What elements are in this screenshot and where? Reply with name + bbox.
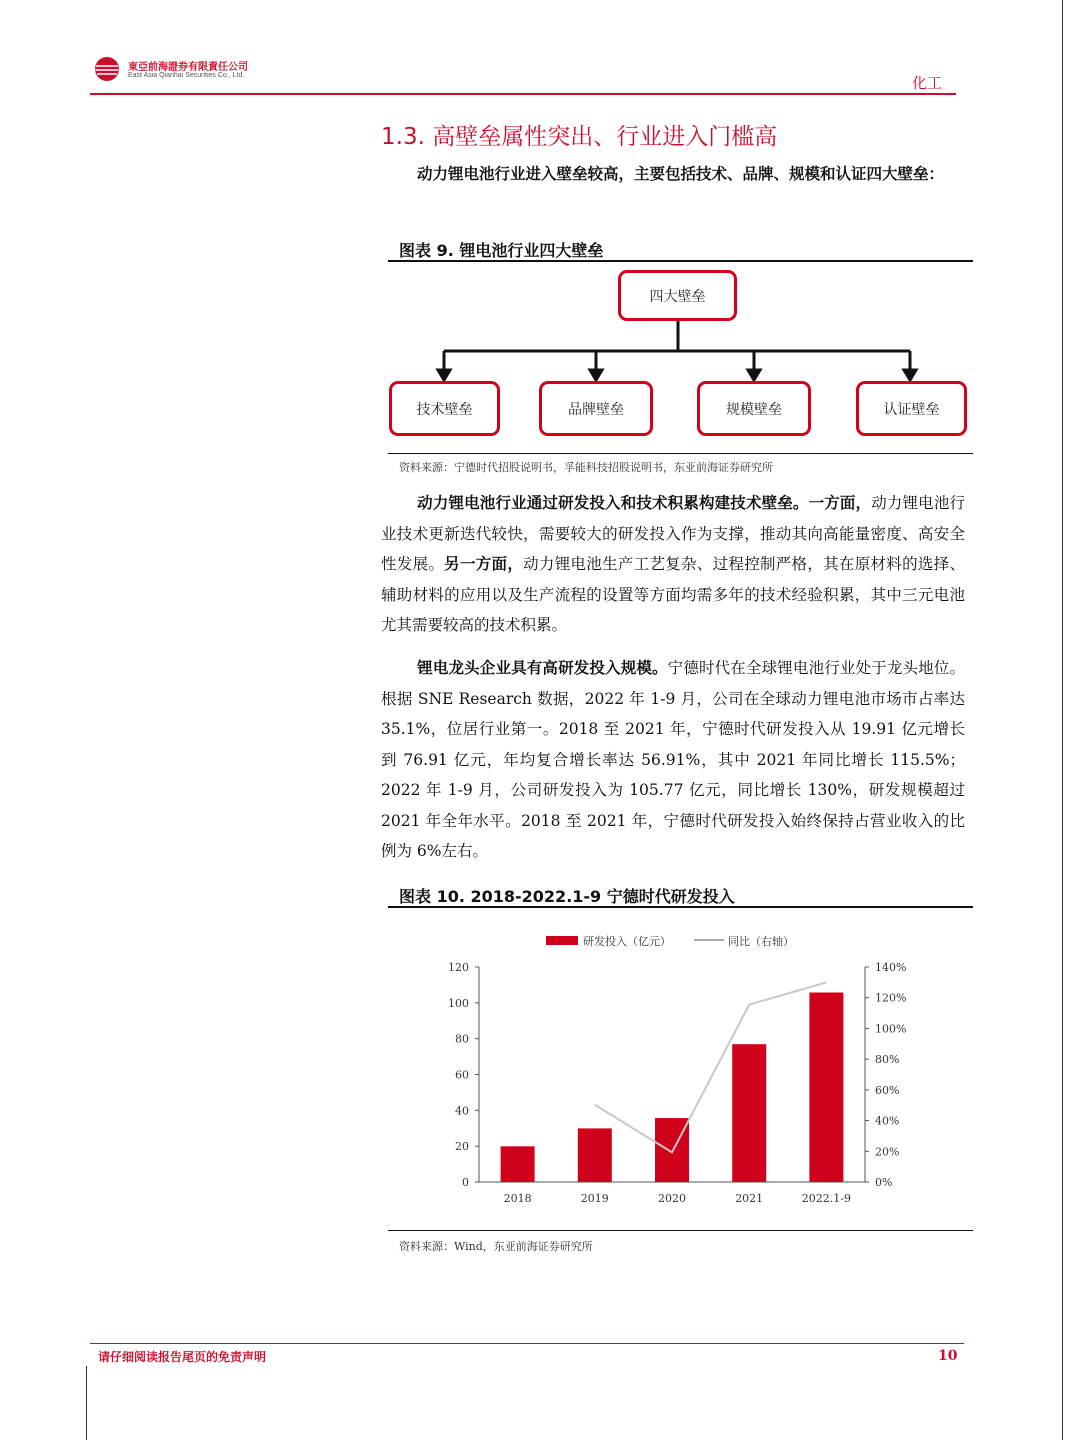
x-tick-label: 2021 [735, 1192, 764, 1205]
section-title: 1.3. 高壁垒属性突出、行业进入门槛高 [381, 124, 778, 150]
y-left-tick-label: 40 [455, 1104, 469, 1118]
y-right-tick-label: 40% [875, 1114, 900, 1128]
figure9-bottom-rule [388, 453, 973, 454]
y-right-tick-label: 140% [875, 961, 907, 974]
y-left-tick-label: 0 [462, 1176, 469, 1189]
report-category: 化工 [911, 74, 942, 92]
figure9-caption: 图表 9. 锂电池行业四大壁垒 [399, 241, 604, 260]
diagram-node-cert-barrier: 认证壁垒 [856, 381, 967, 436]
disclaimer-note: 请仔细阅读报告尾页的免责声明 [98, 1350, 267, 1364]
y-left-tick-label: 60 [455, 1068, 469, 1082]
y-right-tick-label: 0% [875, 1176, 893, 1189]
company-name-cn: 東亞前海證券有限責任公司 [128, 62, 248, 73]
figure10-top-rule [388, 906, 973, 908]
diagram-node-tech-barrier: 技术壁垒 [389, 381, 500, 436]
x-tick-label: 2019 [580, 1192, 609, 1205]
page-number: 10 [938, 1348, 958, 1364]
para3-lead: 锂电龙头企业具有高研发投入规模。 [417, 658, 668, 677]
y-left-tick-label: 100 [448, 996, 469, 1010]
x-tick-label: 2022.1-9 [801, 1192, 852, 1205]
legend-swatch-bar [546, 936, 578, 945]
bar-rd-2018 [501, 1146, 535, 1182]
para2-lead-2: 另一方面， [444, 554, 524, 573]
company-name-en: East Asia Qianhai Securities Co., Ltd. [128, 72, 245, 79]
x-tick-label: 2020 [658, 1192, 686, 1205]
rd-scale-paragraph [381, 653, 965, 867]
line-yoy-growth [595, 982, 827, 1152]
x-tick-label: 2018 [503, 1192, 532, 1205]
bar-rd-2021 [732, 1044, 766, 1182]
tech-barrier-paragraph [381, 488, 965, 641]
y-left-tick-label: 120 [448, 961, 469, 974]
y-left-tick-label: 20 [455, 1140, 469, 1154]
para2-text-2: 动力锂电池生产工艺复杂、过程控制严格，其在原材料的选择、辅助材料的应用以及生产流程的设置等方面均需多年的技术经验积累，其中三元电池尤其需要较高的技术积累。 [381, 555, 965, 634]
legend-label-line: 同比（右轴） [728, 935, 794, 948]
y-right-tick-label: 120% [875, 991, 907, 1005]
diagram-node-scale-barrier: 规模壁垒 [697, 381, 811, 436]
bar-rd-2019 [578, 1128, 612, 1182]
para2-text-1: 动力锂电池行业技术更新迭代较快，需要较大的研发投入作为支撑，推动其向高能量密度、高安全性发展。 [381, 494, 965, 573]
page-edge-rule-left [86, 1366, 87, 1440]
bar-rd-2022.1-9 [809, 992, 843, 1182]
footer-divider [90, 1343, 964, 1344]
legend-label-bar: 研发投入（亿元） [583, 935, 671, 948]
figure10-bottom-rule [388, 1230, 973, 1231]
diagram-root-node: 四大壁垒 [618, 270, 737, 321]
rd-investment-chart [388, 924, 973, 1224]
y-left-tick-label: 80 [455, 1032, 469, 1046]
para2-lead: 动力锂电池行业通过研发投入和技术积累构建技术壁垒。一方面， [417, 493, 872, 512]
y-right-tick-label: 60% [875, 1083, 900, 1097]
y-right-tick-label: 80% [875, 1053, 900, 1067]
para3-text: 宁德时代在全球锂电池行业处于龙头地位。根据 SNE Research 数据，2022 年 1-9 月，公司在全球动力锂电池市场市占率达 35.1%，位居行业第一。2018 至 2021 年，宁德时代研发投入从 19.91 亿元增长到 76.91 亿元，年均复合增长率达 56.91%，其中 2021 年同比增长 115.5%；2022 年 1-9 月，公司研发投入为 105.77 亿元，同比增长 130%，研发规模超过 2021 年全年水平。2018 至 2021 年，宁德时代研发投入始终保持占营业收入的比例为 6%左右。 [381, 659, 965, 860]
y-right-tick-label: 20% [875, 1145, 900, 1159]
y-right-tick-label: 100% [875, 1022, 907, 1036]
figure10-source: 资料来源：Wind，东亚前海证券研究所 [399, 1240, 593, 1253]
diagram-node-brand-barrier: 品牌壁垒 [539, 381, 653, 436]
figure9-source: 资料来源：宁德时代招股说明书，孚能科技招股说明书，东亚前海证券研究所 [399, 461, 773, 474]
intro-text: 动力锂电池行业进入壁垒较高，主要包括技术、品牌、规模和认证四大壁垒： [417, 164, 945, 183]
figure10-caption: 图表 10. 2018-2022.1-9 宁德时代研发投入 [399, 887, 735, 906]
